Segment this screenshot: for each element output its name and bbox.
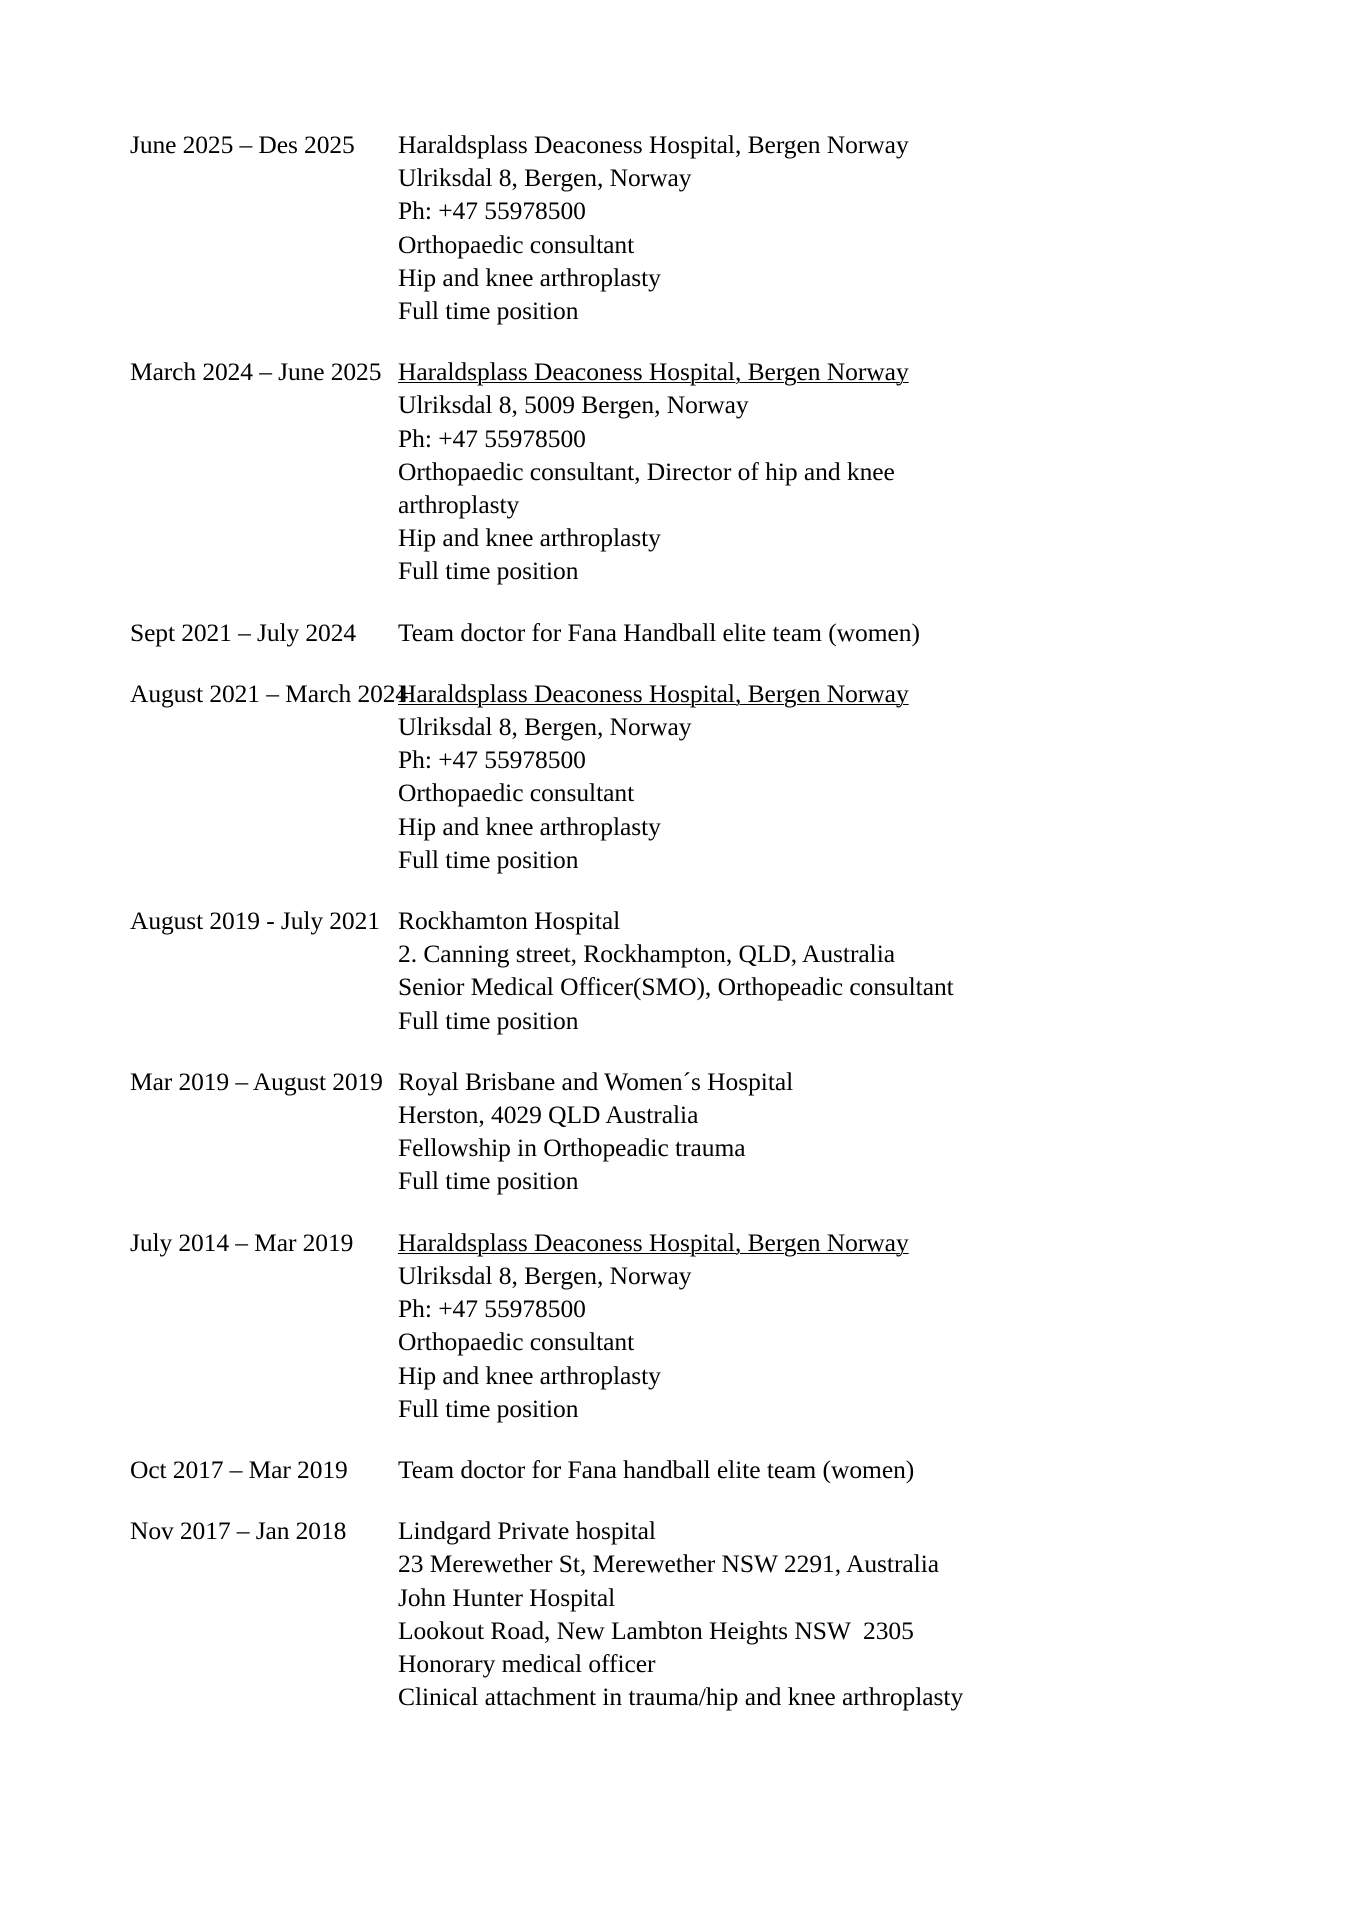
entry-detail-line: 23 Merewether St, Merewether NSW 2291, Australia — [398, 1549, 939, 1579]
employment-entry — [130, 1514, 1237, 1713]
employment-entry — [130, 904, 1237, 1037]
entry-details — [398, 616, 1237, 649]
entry-detail-line: Lookout Road, New Lambton Heights NSW 2305 — [398, 1615, 914, 1645]
entry-detail-line: Ph: +47 55978500 — [398, 745, 586, 775]
employment-entry — [130, 677, 1237, 876]
entry-employer-name: Rockhamton Hospital — [398, 906, 621, 936]
entry-detail-line: Full time position — [398, 296, 579, 326]
entry-detail-line: Full time position — [398, 1393, 579, 1423]
entry-detail-line: Orthopaedic consultant — [398, 778, 635, 808]
entry-employer-name: Royal Brisbane and Women´s Hospital — [398, 1066, 794, 1096]
entry-employer-name: Team doctor for Fana handball elite team (women) — [398, 1454, 915, 1484]
entry-detail-line: Full time position — [398, 1005, 579, 1035]
entry-details — [398, 1453, 1237, 1486]
employment-entry — [130, 616, 1237, 649]
entry-employer-name: Haraldsplass Deaconess Hospital, Bergen Norway — [398, 1227, 909, 1257]
entry-detail-line: Honorary medical officer — [398, 1648, 656, 1678]
entry-date-range: July 2014 – Mar 2019 — [130, 1227, 354, 1257]
entry-detail-line: Hip and knee arthroplasty — [398, 262, 661, 292]
entry-date-range: June 2025 – Des 2025 — [130, 130, 355, 159]
entry-detail-line: 2. Canning street, Rockhampton, QLD, Australia — [398, 939, 895, 969]
employment-entry — [130, 1065, 1237, 1198]
entry-detail-line: Hip and knee arthroplasty — [398, 1360, 661, 1390]
entry-detail-line: Ph: +47 55978500 — [398, 423, 586, 453]
entry-detail-line: Hip and knee arthroplasty — [398, 523, 661, 553]
entry-detail-line: Orthopaedic consultant — [398, 1327, 635, 1357]
entry-employer-name: Haraldsplass Deaconess Hospital, Bergen Norway — [398, 357, 909, 387]
entry-details — [398, 904, 1237, 1037]
employment-entry — [130, 1226, 1237, 1425]
entry-details — [398, 1514, 1237, 1713]
entry-employer-name: Haraldsplass Deaconess Hospital, Bergen Norway — [398, 130, 909, 159]
entry-detail-line: Fellowship in Orthopeadic trauma — [398, 1133, 746, 1163]
entry-detail-line: Ulriksdal 8, 5009 Bergen, Norway — [398, 390, 749, 420]
entry-detail-line: Ulriksdal 8, Bergen, Norway — [398, 712, 692, 742]
entry-details — [398, 677, 1237, 876]
entry-details — [398, 1065, 1237, 1198]
entry-detail-line: Orthopaedic consultant — [398, 229, 635, 259]
employment-entry — [130, 1453, 1237, 1486]
entry-employer-name: Team doctor for Fana Handball elite team (women) — [398, 617, 920, 647]
entry-details — [398, 1226, 1237, 1425]
entry-date-range: Sept 2021 – July 2024 — [130, 617, 356, 647]
entry-detail-line: John Hunter Hospital — [398, 1582, 616, 1612]
entry-date-range: August 2019 - July 2021 — [130, 906, 380, 936]
entry-employer-name: Lindgard Private hospital — [398, 1516, 656, 1546]
entry-date-range: August 2021 – March 2024 — [130, 678, 409, 708]
entry-date-range: March 2024 – June 2025 — [130, 357, 382, 387]
entry-detail-line: Herston, 4029 QLD Australia — [398, 1100, 699, 1130]
employment-history-list — [130, 128, 1237, 1713]
entry-detail-line: Ph: +47 55978500 — [398, 196, 586, 226]
entry-detail-line: arthroplasty — [398, 490, 520, 520]
entry-detail-line: Full time position — [398, 556, 579, 586]
entry-detail-line: Hip and knee arthroplasty — [398, 811, 661, 841]
entry-details — [398, 128, 1237, 327]
entry-detail-line: Full time position — [398, 1166, 579, 1196]
employment-entry — [130, 128, 1237, 327]
employment-entry — [130, 355, 1237, 587]
entry-detail-line: Full time position — [398, 844, 579, 874]
entry-details — [398, 355, 1237, 587]
entry-date-range: Nov 2017 – Jan 2018 — [130, 1516, 347, 1546]
entry-detail-line: Orthopaedic consultant, Director of hip and knee — [398, 456, 895, 486]
entry-detail-line: Clinical attachment in trauma/hip and knee arthroplasty — [398, 1682, 964, 1712]
entry-detail-line: Ulriksdal 8, Bergen, Norway — [398, 1260, 692, 1290]
entry-date-range: Oct 2017 – Mar 2019 — [130, 1454, 348, 1484]
entry-detail-line: Ph: +47 55978500 — [398, 1294, 586, 1324]
entry-detail-line: Senior Medical Officer(SMO), Orthopeadic consultant — [398, 972, 954, 1002]
entry-detail-line: Ulriksdal 8, Bergen, Norway — [398, 163, 692, 193]
entry-date-range: Mar 2019 – August 2019 — [130, 1066, 383, 1096]
entry-employer-name: Haraldsplass Deaconess Hospital, Bergen Norway — [398, 678, 909, 708]
